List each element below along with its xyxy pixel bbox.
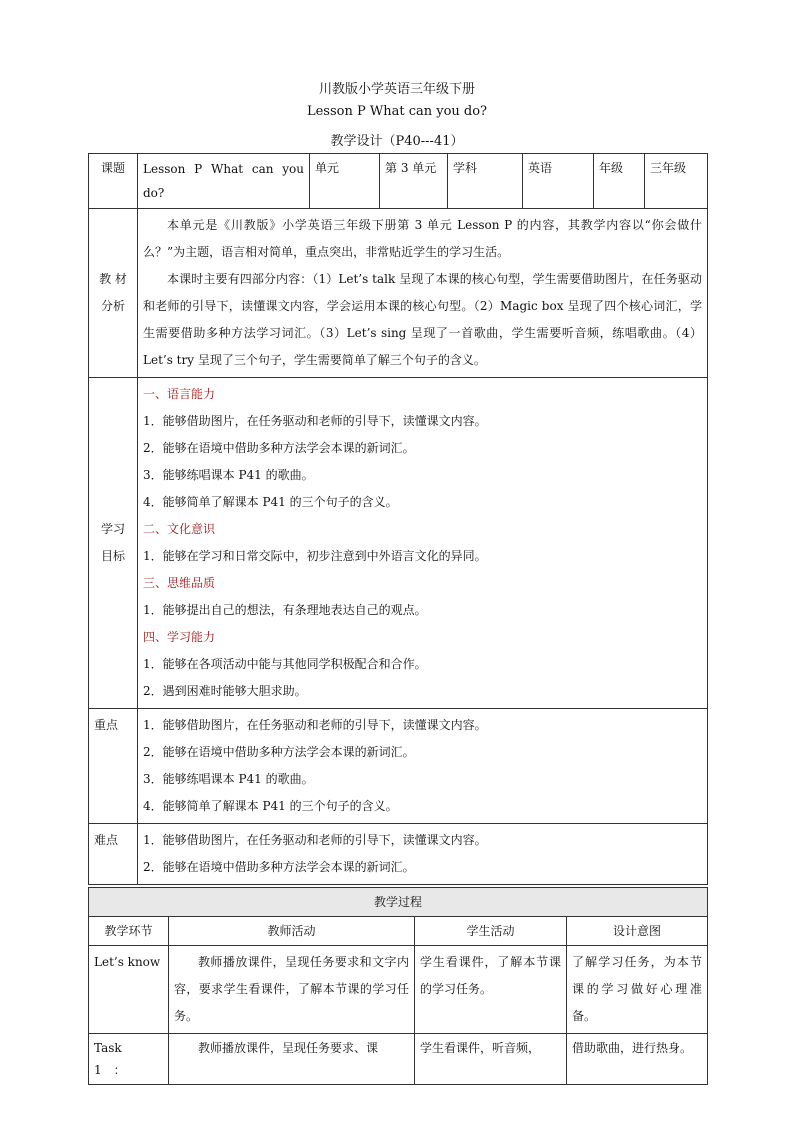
difficulty-item: 1．能够借助图片，在任务驱动和老师的引导下，读懂课文内容。	[143, 833, 487, 847]
section-heading: 三、思维品质	[143, 576, 216, 590]
objectives-label-line: 学习	[100, 522, 125, 536]
student-activity-cell: 学生看课件，了解本节课的学习任务。	[415, 946, 567, 1034]
student-activity-cell: 学生看课件，听音频，	[415, 1034, 567, 1085]
table-row	[89, 946, 708, 1034]
objective-item: 1．能够借助图片，在任务驱动和老师的引导下，读懂课文内容。	[143, 414, 487, 428]
key-point-item: 2．能够在语境中借助多种方法学会本课的新词汇。	[143, 745, 415, 759]
grade-value: 三年级	[645, 154, 708, 209]
objective-item: 4．能够简单了解课本 P41 的三个句子的含义。	[143, 495, 398, 509]
analysis-paragraph: 本课时主要有四部分内容：（1）Let’s talk 呈现了本课的核心句型，学生需要借助图片，在任务驱动和老师的引导下，读懂课文内容，学会运用本课的核心句型。（2）Magic box 呈现了四个核心词汇，学生需要借助多种方法学习词汇。（3）Let’s sing 呈现了一首歌曲，学生需要听音频，练唱歌曲。（4）Let’s try 呈现了三个句子，学生需要简单了解三个句子的含义。	[143, 272, 702, 367]
objective-item: 2．能够在语境中借助多种方法学会本课的新词汇。	[143, 441, 415, 455]
subject-label: 学科	[448, 154, 523, 209]
document-title: 川教版小学英语三年级下册	[318, 82, 475, 97]
unit-label: 单元	[310, 154, 380, 209]
key-point-item: 1．能够借助图片，在任务驱动和老师的引导下，读懂课文内容。	[143, 718, 487, 732]
objectives-label	[89, 378, 138, 709]
section-heading: 一、语言能力	[143, 387, 216, 401]
process-header-row	[89, 917, 708, 946]
objective-item: 1．能够在学习和日常交际中，初步注意到中外语言文化的异同。	[143, 549, 487, 563]
objectives-content	[138, 378, 708, 709]
difficulty-item: 2．能够在语境中借助多种方法学会本课的新词汇。	[143, 860, 415, 874]
analysis-paragraph: 本单元是《川教版》小学英语三年级下册第 3 单元 Lesson P 的内容，其教学内容以“你会做什么？”为主题，语言相对简单，重点突出，非常贴近学生的学习生活。	[143, 218, 702, 259]
lesson-title: Lesson P What can you do?	[306, 104, 488, 119]
unit-value: 第 3 单元	[380, 154, 448, 209]
stage-cell: Let’s know	[89, 946, 169, 1034]
lesson-info-table	[88, 153, 708, 885]
objectives-label-line: 目标	[100, 549, 125, 563]
objective-item: 1．能够在各项活动中能与其他同学积极配合和合作。	[143, 657, 427, 671]
difficulties-label: 难点	[89, 824, 138, 885]
objective-item: 1．能够提出自己的想法，有条理地表达自己的观点。	[143, 603, 427, 617]
topic-value: Lesson P What can you do?	[138, 154, 310, 209]
section-heading: 二、文化意识	[143, 522, 216, 536]
column-header: 教学环节	[89, 917, 169, 946]
key-points-row	[89, 709, 708, 824]
analysis-label: 教 材 分析	[89, 209, 138, 378]
design-subtitle: 教学设计（P40---41）	[330, 134, 464, 149]
info-row	[89, 154, 708, 209]
design-intent-cell: 了解学习任务，为本节课的学习做好心理准备。	[567, 946, 708, 1034]
grade-label: 年级	[594, 154, 645, 209]
teacher-activity-cell: 教师播放课件，呈现任务要求、课	[169, 1034, 415, 1085]
objectives-row	[89, 378, 708, 709]
column-header: 学生活动	[415, 917, 567, 946]
key-point-item: 3．能够练唱课本 P41 的歌曲。	[143, 772, 314, 786]
subject-value: 英语	[523, 154, 594, 209]
key-point-item: 4．能够简单了解课本 P41 的三个句子的含义。	[143, 799, 398, 813]
difficulties-row	[89, 824, 708, 885]
analysis-row	[89, 209, 708, 378]
process-title: 教学过程	[89, 888, 708, 917]
difficulties-content	[138, 824, 708, 885]
column-header: 教师活动	[169, 917, 415, 946]
process-title-row	[89, 888, 708, 917]
objective-item: 2．遇到困难时能够大胆求助。	[143, 684, 307, 698]
teacher-activity-cell: 教师播放课件，呈现任务要求和文字内容，要求学生看课件，了解本节课的学习任务。	[169, 946, 415, 1034]
key-points-content	[138, 709, 708, 824]
topic-label: 课题	[89, 154, 138, 209]
column-header: 设计意图	[567, 917, 708, 946]
objective-item: 3．能够练唱课本 P41 的歌曲。	[143, 468, 314, 482]
table-row	[89, 1034, 708, 1085]
section-heading: 四、学习能力	[143, 630, 216, 644]
key-points-label: 重点	[89, 709, 138, 824]
analysis-content	[138, 209, 708, 378]
stage-cell: Task 1 ：	[89, 1034, 169, 1085]
teaching-process-table	[88, 887, 708, 1085]
design-intent-cell: 借助歌曲，进行热身。	[567, 1034, 708, 1085]
